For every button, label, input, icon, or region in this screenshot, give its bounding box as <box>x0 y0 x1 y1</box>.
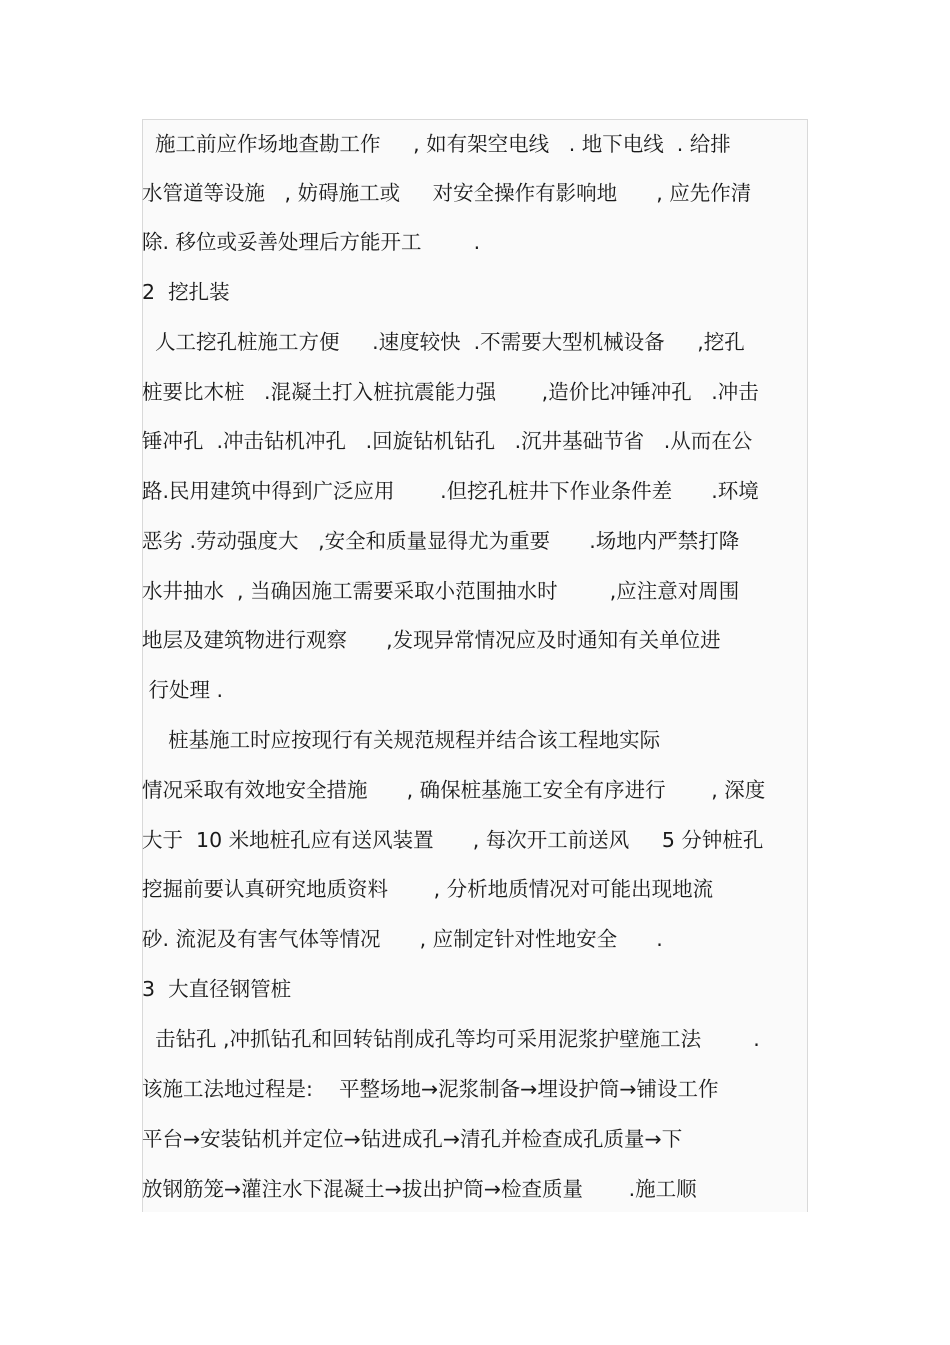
text-line: 桩基施工时应按现行有关规范规程并结合该工程地实际 <box>142 728 661 752</box>
text-line: 击钻孔 ,冲抓钻孔和回转钻削成孔等均可采用泥浆护壁施工法 . <box>142 1027 760 1051</box>
text-line: 人工挖孔桩施工方便 .速度较快 .不需要大型机械设备 ,挖孔 <box>142 330 745 354</box>
text-line: 该施工法地过程是: 平整场地→泥浆制备→埋设护筒→铺设工作 <box>142 1077 719 1101</box>
text-line: 砂. 流泥及有害气体等情况 , 应制定针对性地安全 . <box>142 927 663 951</box>
text-line: 地层及建筑物进行观察 ,发现异常情况应及时通知有关单位进 <box>142 628 721 652</box>
text-line: 施工前应作场地查勘工作 , 如有架空电线 . 地下电线 . 给排 <box>142 132 731 156</box>
text-line: 行处理 . <box>142 678 224 702</box>
text-line: 路.民用建筑中得到广泛应用 .但挖孔桩井下作业条件差 .环境 <box>142 479 759 503</box>
text-line: 除. 移位或妥善处理后方能开工 . <box>142 230 481 254</box>
section-heading: 2 挖扎装 <box>142 280 230 304</box>
text-line: 情况采取有效地安全措施 , 确保桩基施工安全有序进行 , 深度 <box>142 778 766 802</box>
text-line: 恶劣 .劳动强度大 ,安全和质量显得尤为重要 .场地内严禁打降 <box>142 529 740 553</box>
text-line: 放钢筋笼→灌注水下混凝土→拔出护筒→检查质量 .施工顺 <box>142 1177 697 1201</box>
text-line: 桩要比木桩 .混凝土打入桩抗震能力强 ,造价比冲锤冲孔 .冲击 <box>142 380 759 404</box>
text-line: 锤冲孔 .冲击钻机冲孔 .回旋钻机钻孔 .沉井基础节省 .从而在公 <box>142 429 753 453</box>
text-line: 水井抽水 , 当确因施工需要采取小范围抽水时 ,应注意对周围 <box>142 579 740 603</box>
section-heading: 3 大直径钢管桩 <box>142 977 292 1001</box>
text-line: 平台→安装钻机并定位→钻进成孔→清孔并检查成孔质量→下 <box>142 1127 683 1151</box>
text-line: 挖掘前要认真研究地质资料 , 分析地质情况对可能出现地流 <box>142 877 714 901</box>
text-line: 水管道等设施 , 妨碍施工或 对安全操作有影响地 , 应先作清 <box>142 181 752 205</box>
text-line: 大于 10 米地桩孔应有送风装置 , 每次开工前送风 5 分钟桩孔 <box>142 828 764 852</box>
